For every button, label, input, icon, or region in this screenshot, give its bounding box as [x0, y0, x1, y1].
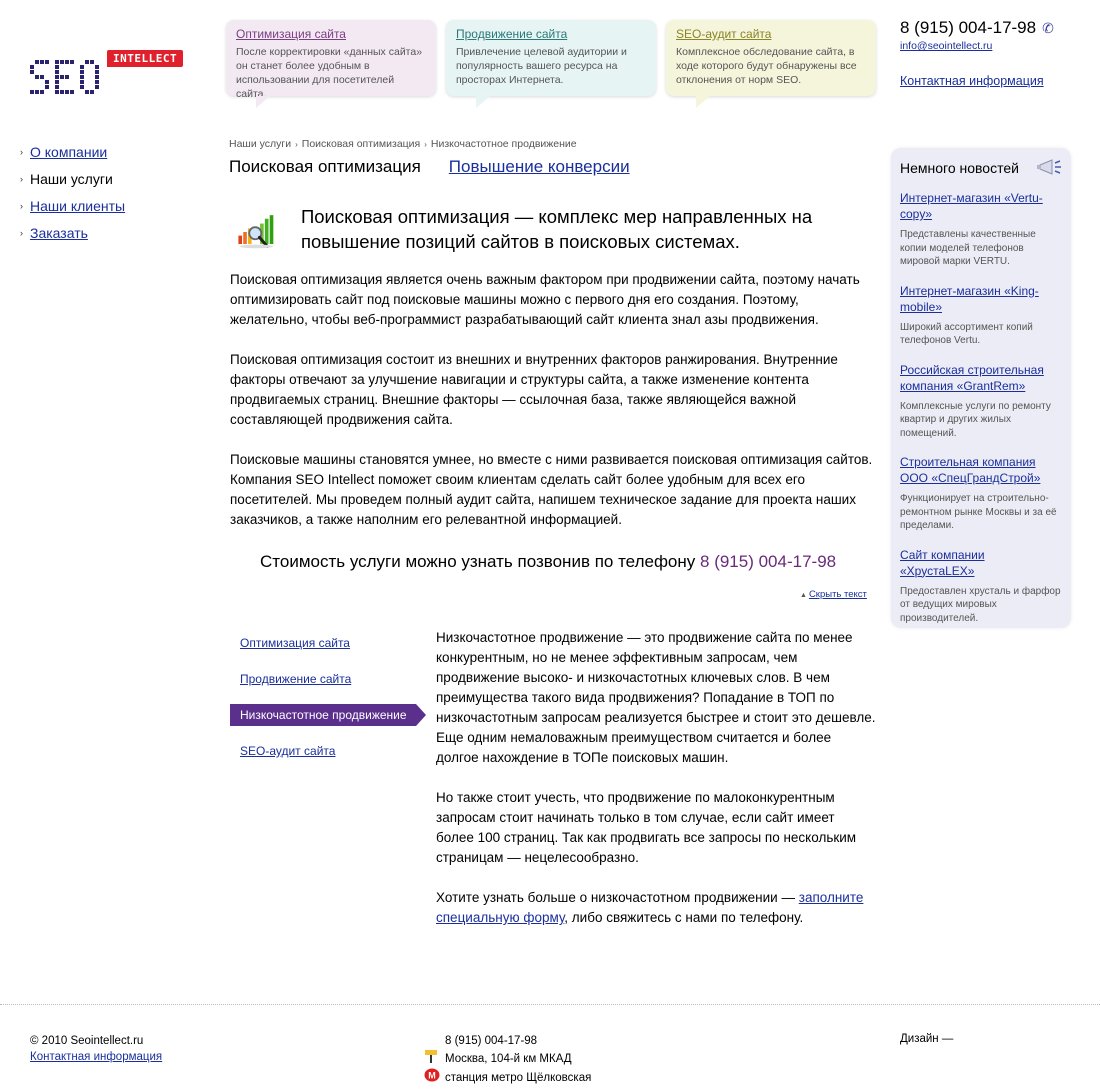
news-item-desc: Предоставлен хрусталь и фарфор от ведущих мировых производителей.: [900, 585, 1061, 624]
breadcrumb-current: Низкочастотное продвижение: [430, 138, 577, 150]
breadcrumb-separator-icon: ›: [424, 140, 427, 149]
footer-copyright: [30, 1033, 162, 1065]
sub-article: [436, 628, 876, 948]
nav-item-order[interactable]: [20, 219, 200, 246]
service-card-promotion[interactable]: [446, 20, 656, 96]
section-tabs: [229, 157, 630, 177]
article-paragraph: Поисковая оптимизация является очень важным фактором при продвижении сайта, поэтому начать оптимизировать сайт под поисковые машины можно с первого дня его создания. Поэтому, желательно, чтобы веб-программист разрабатывающий сайт клиента знал азы продвижения.: [230, 272, 860, 327]
breadcrumb-item[interactable]: Наши услуги: [229, 138, 292, 150]
seo-chart-magnifier-icon: [236, 204, 277, 260]
copyright-text: © 2010 Seointellect.ru: [30, 1035, 144, 1047]
bullet-icon: ›: [20, 200, 23, 211]
header-contact-info-link[interactable]: Контактная информация: [900, 74, 1044, 88]
phone-icon: ✆: [1042, 19, 1054, 36]
service-card-optimization[interactable]: [226, 20, 436, 100]
news-header: [900, 158, 1062, 178]
nav-item-clients[interactable]: [20, 192, 200, 219]
footer-metro-text: станция метро Щёлковская: [445, 1071, 592, 1084]
service-card-text: После корректировки «данных сайта» он станет более удобным в использовании для посетителей сайта.: [236, 46, 423, 100]
footer-address: [424, 1033, 591, 1087]
article-paragraph: Поисковые машины становятся умнее, но вместе с ними развивается поисковая оптимизация сайтов. Компания SEO Intellect поможет своим клиентам сделать сайт более удобным для всех его посетителей. Мы проведем полный аудит сайта, напишем техническое задание для проекта наших заказчиков, а также наполним его релевантной информацией.: [230, 452, 873, 527]
service-card-text: Комплексное обследование сайта, в ходе которого будут обнаружены все отклонения от норм SEO.: [676, 46, 857, 86]
nav-item-about[interactable]: [20, 138, 200, 165]
sub-article-text: Хотите узнать больше о низкочастотном продвижении —: [436, 890, 795, 905]
bullet-icon: ›: [20, 227, 23, 238]
nav-label-services: Наши услуги: [30, 170, 113, 187]
hide-text-link[interactable]: Скрыть текст: [808, 589, 867, 600]
caret-up-icon: ▲: [800, 592, 807, 599]
logo-tag: INTELLECT: [107, 50, 183, 67]
news-item-desc: Представлены качественные копии моделей телефонов мировой марки VERTU.: [900, 229, 1036, 267]
news-panel: [891, 148, 1071, 628]
tab-conversion[interactable]: Повышение конверсии: [448, 157, 630, 176]
nav-link-clients[interactable]: Наши клиенты: [30, 197, 126, 214]
cost-phone: 8 (915) 004-17-98: [700, 552, 837, 571]
sub-article-paragraph: [436, 888, 876, 928]
sub-menu-audit[interactable]: SEO-аудит сайта: [240, 744, 336, 758]
footer-address-text: Москва, 104-й км МКАД: [445, 1052, 572, 1065]
news-item: [900, 362, 1062, 441]
tab-seo-active: Поисковая оптимизация: [229, 157, 421, 176]
news-item: [900, 454, 1062, 533]
logo-seo-dots: [30, 58, 110, 98]
nav-link-order[interactable]: Заказать: [30, 224, 88, 241]
header-phone-number: 8 (915) 004-17-98: [900, 18, 1037, 37]
news-item-link[interactable]: Российская строительная компания «GrantRem»: [900, 362, 1044, 393]
news-item-link[interactable]: Интернет-магазин «Vertu-copy»: [900, 191, 1043, 221]
sub-menu-promotion[interactable]: Продвижение сайта: [240, 672, 352, 686]
news-item-link[interactable]: Сайт компании «ХрустаLEX»: [900, 547, 985, 578]
hero-title: Поисковая оптимизация — комплекс мер направленных на повышение позиций сайтов в поисковых системах.: [300, 206, 813, 252]
news-item: [900, 547, 1062, 626]
news-item-desc: Комплексные услуги по ремонту квартир и других жилых помещений.: [900, 400, 1051, 439]
sub-article-text: , либо свяжитесь с нами по телефону.: [564, 910, 804, 925]
service-card-title[interactable]: Продвижение сайта: [456, 27, 568, 41]
site-logo[interactable]: [30, 48, 180, 100]
news-item: [900, 283, 1062, 348]
service-card-audit[interactable]: [666, 20, 876, 96]
footer-phone-row: [424, 1033, 591, 1049]
sub-menu: [230, 632, 430, 776]
bullet-icon: ›: [20, 146, 23, 157]
request-form-link[interactable]: заполните специальную форму: [436, 890, 864, 925]
sub-article-paragraph: Но также стоит учесть, что продвижение по малоконкурентным запросам стоит начинать только в том случае, если сайт имеет более 100 страниц. Так как продвигать все запросы по нескольким страницам — нецелесообразно.: [436, 790, 857, 865]
service-card-title[interactable]: Оптимизация сайта: [236, 27, 346, 41]
header-phone: [900, 18, 1080, 38]
main-article: [230, 270, 875, 550]
news-item: [900, 190, 1062, 269]
cost-line: [260, 552, 836, 572]
breadcrumb-item[interactable]: Поисковая оптимизация: [301, 138, 421, 150]
svg-text:M: M: [428, 1070, 436, 1081]
nav-link-about[interactable]: О компании: [30, 143, 108, 160]
footer-contact-link[interactable]: Контактная информация: [30, 1051, 163, 1063]
footer-design-credit: Дизайн —: [900, 1033, 954, 1045]
footer-divider: [0, 1004, 1100, 1005]
article-paragraph: Поисковая оптимизация состоит из внешних и внутренних факторов ранжирования. Внутренние факторы отвечают за улучшение навигации и структуры сайта, а также изменение контента продвигаемых страниц. Внешние факторы — ссылочная база, также являющейся важной составляющей продвижения сайта.: [230, 352, 838, 427]
breadcrumb: [229, 138, 577, 150]
nav-item-services[interactable]: [20, 165, 200, 192]
header-email-link[interactable]: info@seointellect.ru: [900, 40, 993, 52]
service-card-title[interactable]: SEO-аудит сайта: [676, 27, 772, 41]
megaphone-icon: [1036, 158, 1062, 178]
news-item-link[interactable]: Интернет-магазин «King-mobile»: [900, 283, 1039, 314]
news-item-link[interactable]: Строительная компания ООО «СпецГрандСтрой»: [900, 455, 1041, 485]
bullet-icon: ›: [20, 173, 23, 184]
news-title: Немного новостей: [900, 160, 1019, 176]
footer-phone: 8 (915) 004-17-98: [445, 1035, 538, 1047]
cost-text: Стоимость услуги можно узнать позвонив по телефону: [260, 552, 696, 571]
map-pin-icon: [424, 1049, 445, 1068]
news-item-desc: Широкий ассортимент копий телефонов Vertu.: [900, 321, 1033, 346]
breadcrumb-separator-icon: ›: [295, 140, 298, 149]
sub-article-paragraph: Низкочастотное продвижение — это продвижение сайта по менее конкурентным, но не менее эффективным запросам, чем продвижение высоко- и низкочастотных ключевых слов. В чем преимущества такого вида продвижения? Попадание в ТОП по низкочастотным запросам реализуется быстрее и стоит это дешевле. Еще одним немаловажным преимуществом считается и более долгое нахождение в ТОПе поисковых машин.: [436, 630, 876, 765]
footer-metro-row: [424, 1068, 591, 1087]
main-nav: [20, 138, 200, 246]
hero-block: [236, 204, 876, 260]
footer-address-row: [424, 1049, 591, 1068]
hide-text-toggle[interactable]: [800, 589, 867, 600]
sub-menu-optimization[interactable]: Оптимизация сайта: [240, 636, 350, 650]
header-contacts: [900, 18, 1080, 88]
sub-menu-low-frequency-active[interactable]: Низкочастотное продвижение: [230, 704, 416, 726]
service-card-text: Привлечение целевой аудитории и популярность вашего ресурса на просторах Интернета.: [456, 46, 627, 86]
metro-icon: [424, 1068, 445, 1087]
news-item-desc: Функционирует на строительно-ремонтном рынке Москвы и за её пределами.: [900, 493, 1057, 531]
